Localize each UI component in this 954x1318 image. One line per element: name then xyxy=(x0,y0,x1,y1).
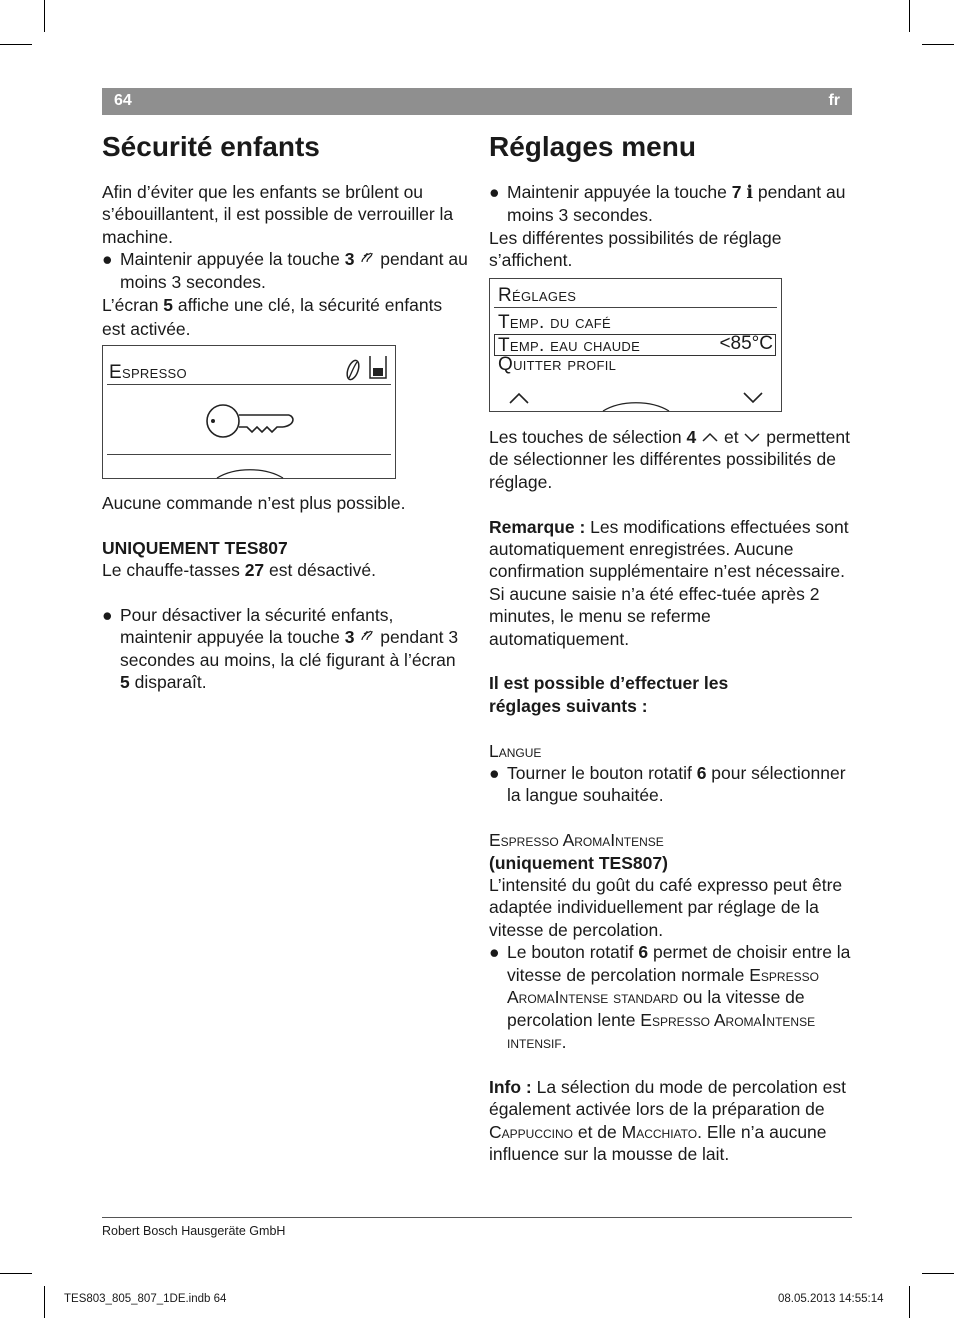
display-child-lock xyxy=(102,345,396,479)
footer-company: Robert Bosch Hausgeräte GmbH xyxy=(102,1224,286,1238)
chevron-up-icon[interactable] xyxy=(508,391,530,410)
aroma-heading: Espresso AromaIntense xyxy=(489,830,664,851)
menu-row-water-temp: Temp. eau chaude xyxy=(498,335,641,356)
crop-mark xyxy=(0,1273,32,1274)
crop-mark xyxy=(44,0,45,32)
menu-row-coffee-temp[interactable]: Temp. du café xyxy=(498,312,611,333)
knob-arc xyxy=(601,399,671,417)
bullet-icon: ● xyxy=(489,763,500,784)
page-number: 64 xyxy=(114,92,132,109)
display-divider xyxy=(107,384,391,385)
remark-text: Remarque : Les modifications effectuées sont automatiquement enregistrées. Aucune confirmation supplémentaire n’est nécessaire. Si aucune saisie n’a été effec-tuée après 2 minutes, le menu se referme automatiquement. xyxy=(489,516,849,649)
footer-divider xyxy=(102,1217,852,1218)
crop-mark xyxy=(922,44,954,45)
section-title-child-lock: Sécurité enfants xyxy=(102,131,320,162)
crop-mark xyxy=(909,0,910,32)
language-code: fr xyxy=(828,92,840,109)
possible-settings-heading: Il est possible d’effectuer les réglages suivants : xyxy=(489,673,729,716)
print-slug-date: 08.05.2013 14:55:14 xyxy=(778,1293,884,1305)
display-label: Espresso xyxy=(109,362,187,383)
no-command-text: Aucune commande n’est plus possible. xyxy=(102,493,406,513)
crop-mark xyxy=(922,1273,954,1274)
steam-key-icon xyxy=(359,249,380,269)
key-icon xyxy=(203,401,295,446)
crop-mark xyxy=(44,1286,45,1318)
right-column xyxy=(489,130,853,272)
chevron-down-icon xyxy=(743,427,761,447)
print-slug-file: TES803_805_807_1DE.indb 64 xyxy=(64,1293,227,1305)
language-heading: Langue xyxy=(489,740,542,761)
display-settings-menu xyxy=(489,278,782,412)
coffee-bean-icon xyxy=(343,358,363,387)
intro-text: Afin d’éviter que les enfants se brûlent ou s’ébouillantent, il est possible de verrouiller la machine. xyxy=(102,182,454,247)
right-column-lower xyxy=(489,426,853,1165)
settings-shown-text: Les différentes possibilités de réglage s’affichent. xyxy=(489,227,782,271)
section-title-settings-menu: Réglages menu xyxy=(489,131,696,162)
left-column-lower xyxy=(102,492,468,694)
menu-row-value: <85°C xyxy=(719,333,773,354)
selection-keys-text: Les touches de sélection 4 et permettent de sélectionner les différentes possibilités de réglage. xyxy=(489,427,850,492)
menu-row-quit-profile[interactable]: Quitter profil xyxy=(498,354,617,375)
knob-arc xyxy=(215,466,285,484)
display-divider xyxy=(107,454,391,455)
aroma-text: L’intensité du goût du café expresso peut être adaptée individuellement par réglage de la vitesse de percolation. xyxy=(489,875,843,940)
crop-mark xyxy=(909,1286,910,1318)
display-divider xyxy=(494,307,777,308)
menu-row-selected[interactable] xyxy=(494,334,776,356)
left-column xyxy=(102,130,468,341)
info-key-icon: i xyxy=(746,183,753,203)
aroma-model-note: (uniquement TES807) xyxy=(489,852,668,873)
screen-info-text: L’écran 5 affiche une clé, la sécurité enfants est activée. xyxy=(102,295,443,340)
bullet-icon: ● xyxy=(102,249,113,270)
list-item: ● Maintenir appuyée la touche 7 i pendant au moins 3 secondes. xyxy=(489,182,846,226)
bullet-icon: ● xyxy=(102,605,113,625)
list-item: ● Le bouton rotatif 6 permet de choisir entre la vitesse de percolation normale Espresso AromaIntense standard ou la vitesse de percolation lente Espresso AromaIntense intensif. xyxy=(489,942,851,1052)
bullet-icon: ● xyxy=(489,942,500,963)
list-item: ● Maintenir appuyée la touche 3 pendant au moins 3 secondes. xyxy=(102,249,468,292)
crop-mark xyxy=(0,44,32,45)
page-header-bar xyxy=(102,88,852,115)
chevron-down-icon[interactable] xyxy=(742,391,764,410)
chevron-up-icon xyxy=(701,427,719,447)
info-text: Info : La sélection du mode de percolation est également activée lors de la préparation de Cappuccino et de Macchiato. Elle n’a aucune influence sur la mousse de lait. xyxy=(489,1076,846,1164)
steam-key-icon xyxy=(359,627,380,647)
bullet-icon: ● xyxy=(489,182,500,202)
cup-icon xyxy=(367,354,389,387)
list-item: ● Pour désactiver la sécurité enfants, maintenir appuyée la touche 3 pendant 3 secondes au moins, la clé figurant à l’écran 5 disparaît. xyxy=(102,605,459,693)
display-title: Réglages xyxy=(498,285,577,306)
only-model-heading: UNIQUEMENT TES807 xyxy=(102,537,288,558)
list-item: ● Tourner le bouton rotatif 6 pour sélectionner la langue souhaitée. xyxy=(489,763,846,806)
cup-warmer-text: Le chauffe-tasses 27 est désactivé. xyxy=(102,560,377,581)
